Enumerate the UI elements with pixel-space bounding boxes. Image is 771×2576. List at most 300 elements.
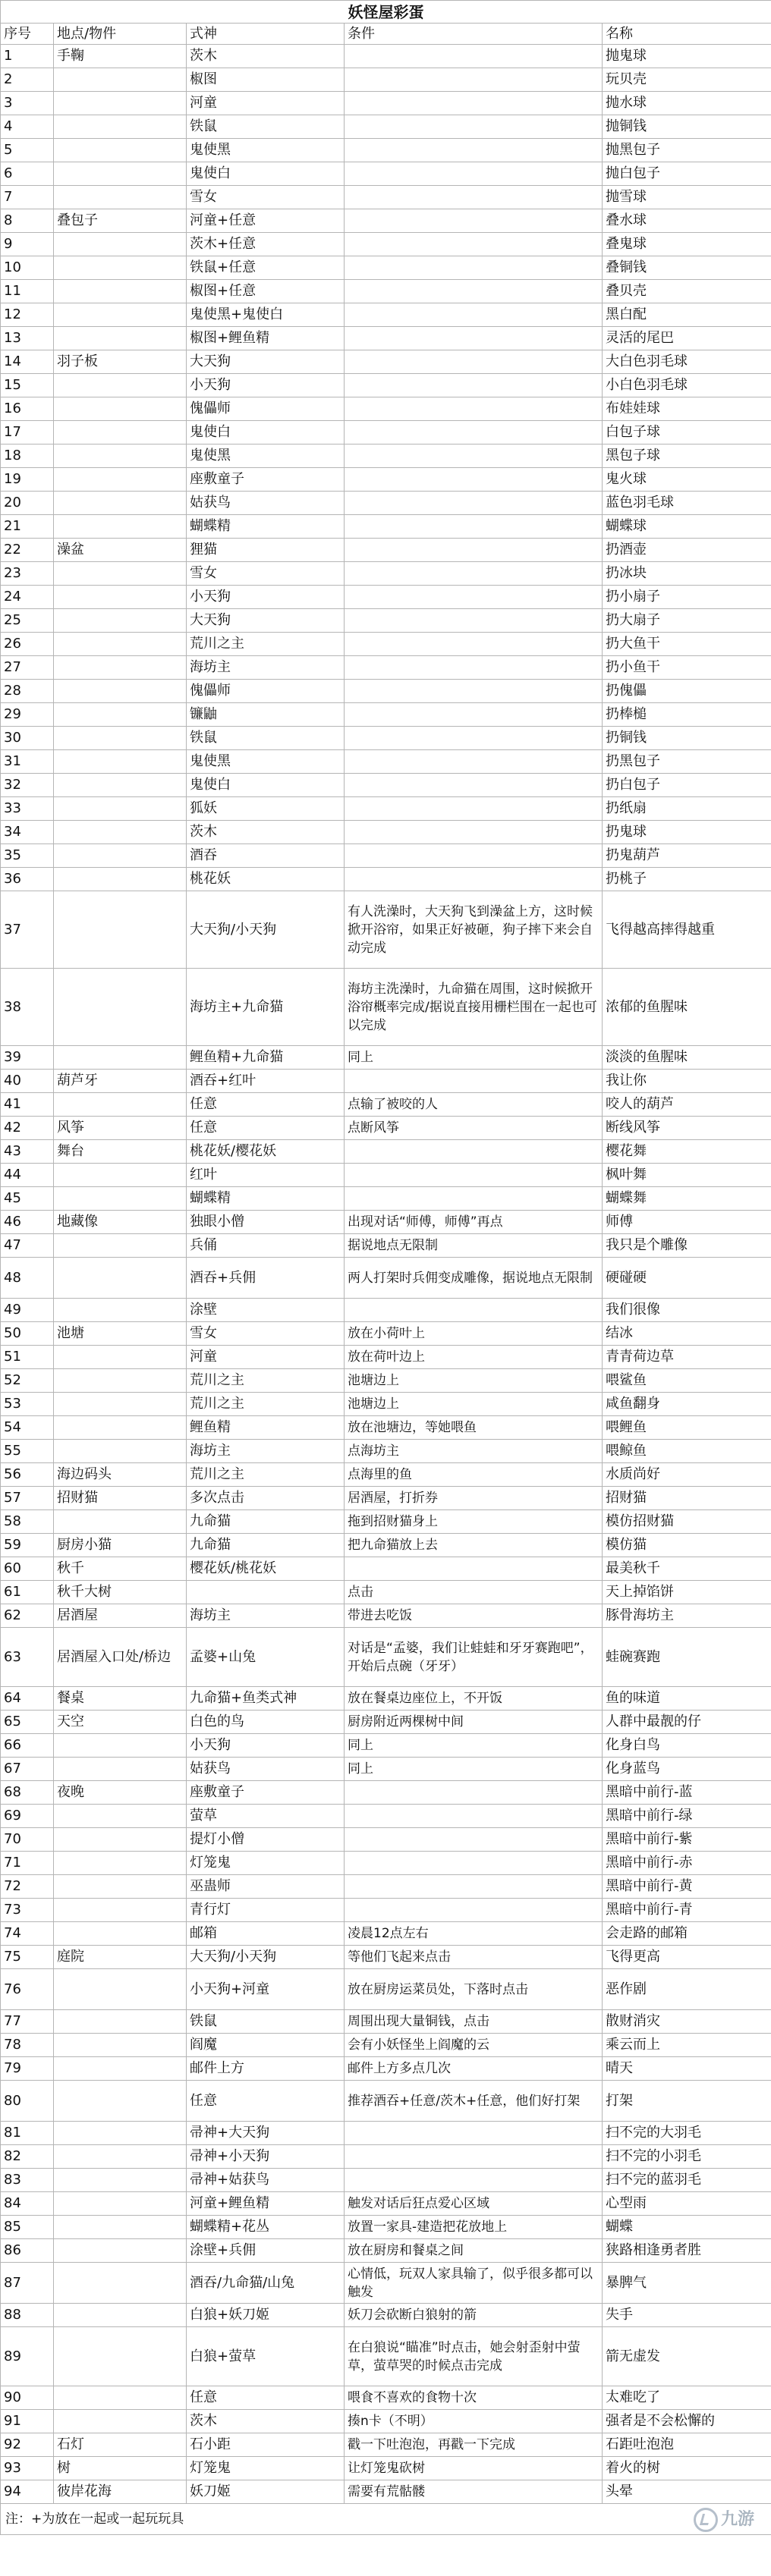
cell-condition: 心情低，玩双人家具输了，似乎很多都可以触发 <box>345 2263 603 2304</box>
cell-no: 21 <box>1 515 54 539</box>
table-row <box>1 2145 771 2169</box>
table-row <box>1 2327 771 2386</box>
cell-place: 池塘 <box>54 1322 187 1346</box>
cell-shikigami: 酒吞+红叶 <box>187 1070 345 1093</box>
cell-name: 水质尚好 <box>603 1463 771 1487</box>
cell-no: 62 <box>1 1604 54 1628</box>
cell-shikigami: 提灯小僧 <box>187 1828 345 1852</box>
watermark-logo <box>694 2506 754 2532</box>
cell-no: 77 <box>1 2010 54 2034</box>
cell-no: 45 <box>1 1187 54 1211</box>
cell-name: 咸鱼翻身 <box>603 1393 771 1416</box>
table-row <box>1 233 771 256</box>
table-row <box>1 2169 771 2192</box>
table-row <box>1 1922 771 1946</box>
cell-place: 餐桌 <box>54 1687 187 1711</box>
cell-name: 飞得更高 <box>603 1946 771 1969</box>
cell-place <box>54 2122 187 2145</box>
table-row <box>1 1369 771 1393</box>
cell-no: 81 <box>1 2122 54 2145</box>
cell-no: 93 <box>1 2457 54 2480</box>
cell-name: 青青荷边草 <box>603 1346 771 1369</box>
cell-condition <box>345 633 603 656</box>
table-row <box>1 1805 771 1828</box>
cell-name: 叠鬼球 <box>603 233 771 256</box>
table-row <box>1 45 771 68</box>
table-row <box>1 2410 771 2433</box>
cell-place: 石灯 <box>54 2433 187 2457</box>
cell-name: 石距吐泡泡 <box>603 2433 771 2457</box>
cell-name: 黑暗中前行-紫 <box>603 1828 771 1852</box>
cell-condition <box>345 609 603 633</box>
table-row <box>1 92 771 115</box>
cell-no: 27 <box>1 656 54 680</box>
table-row <box>1 421 771 445</box>
cell-condition <box>345 139 603 162</box>
cell-no: 67 <box>1 1758 54 1781</box>
cell-name: 扔铜钱 <box>603 727 771 750</box>
cell-shikigami: 九命猫 <box>187 1534 345 1557</box>
table-row <box>1 209 771 233</box>
cell-condition <box>345 515 603 539</box>
cell-shikigami: 大天狗/小天狗 <box>187 891 345 969</box>
cell-shikigami: 酒吞/九命猫/山兔 <box>187 2263 345 2304</box>
header-no: 序号 <box>1 24 54 45</box>
cell-name: 蛙碗赛跑 <box>603 1628 771 1687</box>
cell-place: 夜晚 <box>54 1781 187 1805</box>
cell-place: 树 <box>54 2457 187 2480</box>
cell-name: 箭无虚发 <box>603 2327 771 2386</box>
cell-place: 手鞠 <box>54 45 187 68</box>
cell-no: 17 <box>1 421 54 445</box>
cell-shikigami: 铁鼠 <box>187 115 345 139</box>
cell-shikigami: 河童+鲤鱼精 <box>187 2192 345 2216</box>
cell-no: 2 <box>1 68 54 92</box>
cell-no: 89 <box>1 2327 54 2386</box>
table-row <box>1 1463 771 1487</box>
cell-no: 22 <box>1 539 54 562</box>
cell-condition: 放在餐桌边座位上，不开饭 <box>345 1687 603 1711</box>
cell-place <box>54 2169 187 2192</box>
cell-shikigami: 帚神+姑获鸟 <box>187 2169 345 2192</box>
cell-no: 52 <box>1 1369 54 1393</box>
cell-shikigami: 任意 <box>187 1117 345 1140</box>
table-row <box>1 2239 771 2263</box>
cell-name: 豚骨海坊主 <box>603 1604 771 1628</box>
cell-shikigami: 九命猫+鱼类式神 <box>187 1687 345 1711</box>
cell-name: 抛水球 <box>603 92 771 115</box>
cell-condition: 海坊主洗澡时，九命猫在周围，这时候掀开浴帘概率完成/据说直接用栅栏围在一起也可以完成 <box>345 969 603 1046</box>
cell-place: 澡盆 <box>54 539 187 562</box>
cell-condition: 喂食不喜欢的食物十次 <box>345 2386 603 2410</box>
table-row <box>1 1828 771 1852</box>
cell-place <box>54 562 187 586</box>
cell-name: 枫叶舞 <box>603 1164 771 1187</box>
cell-name: 蝴蝶球 <box>603 515 771 539</box>
table-row <box>1 539 771 562</box>
logo-icon <box>694 2508 718 2532</box>
cell-condition: 等他们飞起来点击 <box>345 1946 603 1969</box>
cell-condition: 戳一下吐泡泡，再戳一下完成 <box>345 2433 603 2457</box>
cell-no: 40 <box>1 1070 54 1093</box>
cell-shikigami: 任意 <box>187 1093 345 1117</box>
cell-no: 49 <box>1 1299 54 1322</box>
cell-shikigami: 河童 <box>187 1346 345 1369</box>
table-row <box>1 1781 771 1805</box>
cell-shikigami: 帚神+小天狗 <box>187 2145 345 2169</box>
cell-no: 90 <box>1 2386 54 2410</box>
cell-condition: 池塘边上 <box>345 1393 603 1416</box>
table-row <box>1 186 771 209</box>
cell-no: 61 <box>1 1581 54 1604</box>
cell-no: 3 <box>1 92 54 115</box>
cell-shikigami: 桃花妖 <box>187 868 345 891</box>
cell-name: 最美秋千 <box>603 1557 771 1581</box>
cell-name: 喂鲸鱼 <box>603 1440 771 1463</box>
cell-condition: 同上 <box>345 1758 603 1781</box>
cell-condition: 放在池塘边，等她喂鱼 <box>345 1416 603 1440</box>
table-row <box>1 1875 771 1899</box>
cell-no: 8 <box>1 209 54 233</box>
cell-condition: 放置一家具-建造把花放地上 <box>345 2216 603 2239</box>
cell-name: 喂鲤鱼 <box>603 1416 771 1440</box>
cell-name: 抛雪球 <box>603 186 771 209</box>
cell-no: 4 <box>1 115 54 139</box>
table-row <box>1 2192 771 2216</box>
cell-no: 28 <box>1 680 54 703</box>
table-row <box>1 821 771 844</box>
cell-shikigami: 白狼+萤草 <box>187 2327 345 2386</box>
table-row <box>1 2386 771 2410</box>
cell-condition <box>345 209 603 233</box>
cell-no: 60 <box>1 1557 54 1581</box>
cell-shikigami: 白狼+妖刀姬 <box>187 2304 345 2327</box>
cell-place <box>54 868 187 891</box>
cell-name: 暴脾气 <box>603 2263 771 2304</box>
cell-name: 扔黑包子 <box>603 750 771 774</box>
table-row <box>1 1234 771 1258</box>
cell-place <box>54 609 187 633</box>
cell-shikigami: 酒吞+兵佣 <box>187 1258 345 1299</box>
table-row <box>1 1258 771 1299</box>
cell-name: 抛铜钱 <box>603 115 771 139</box>
cell-no: 75 <box>1 1946 54 1969</box>
cell-place <box>54 1093 187 1117</box>
table-row <box>1 256 771 280</box>
cell-no: 74 <box>1 1922 54 1946</box>
header-name: 名称 <box>603 24 771 45</box>
cell-condition <box>345 1299 603 1322</box>
cell-name: 飞得越高摔得越重 <box>603 891 771 969</box>
cell-place <box>54 115 187 139</box>
cell-place <box>54 2239 187 2263</box>
cell-shikigami: 椒图+鲤鱼精 <box>187 327 345 350</box>
cell-condition <box>345 2169 603 2192</box>
table-row <box>1 350 771 374</box>
cell-name: 模仿招财猫 <box>603 1510 771 1534</box>
cell-shikigami: 茨木 <box>187 45 345 68</box>
cell-name: 断线风筝 <box>603 1117 771 1140</box>
cell-no: 16 <box>1 397 54 421</box>
table-row <box>1 609 771 633</box>
cell-name: 黑暗中前行-黄 <box>603 1875 771 1899</box>
cell-no: 5 <box>1 139 54 162</box>
cell-shikigami: 铁鼠 <box>187 727 345 750</box>
note-row <box>1 2504 771 2535</box>
cell-no: 54 <box>1 1416 54 1440</box>
cell-shikigami: 荒川之主 <box>187 1463 345 1487</box>
cell-name: 鬼火球 <box>603 468 771 492</box>
cell-no: 88 <box>1 2304 54 2327</box>
table-row <box>1 1046 771 1070</box>
cell-no: 83 <box>1 2169 54 2192</box>
cell-no: 15 <box>1 374 54 397</box>
cell-place: 舞台 <box>54 1140 187 1164</box>
cell-no: 94 <box>1 2480 54 2504</box>
cell-no: 13 <box>1 327 54 350</box>
cell-shikigami: 镰鼬 <box>187 703 345 727</box>
cell-no: 37 <box>1 891 54 969</box>
cell-condition: 触发对话后狂点爱心区域 <box>345 2192 603 2216</box>
cell-name: 着火的树 <box>603 2457 771 2480</box>
cell-shikigami: 铁鼠+任意 <box>187 256 345 280</box>
cell-place <box>54 186 187 209</box>
cell-no: 25 <box>1 609 54 633</box>
cell-shikigami: 桃花妖/樱花妖 <box>187 1140 345 1164</box>
cell-condition: 凌晨12点左右 <box>345 1922 603 1946</box>
cell-place <box>54 1164 187 1187</box>
cell-condition: 需要有荒骷髅 <box>345 2480 603 2504</box>
cell-place <box>54 1875 187 1899</box>
cell-shikigami: 海坊主+九命猫 <box>187 969 345 1046</box>
table-row <box>1 868 771 891</box>
cell-name: 会走路的邮箱 <box>603 1922 771 1946</box>
table-row <box>1 1581 771 1604</box>
table-row <box>1 162 771 186</box>
cell-shikigami: 大天狗/小天狗 <box>187 1946 345 1969</box>
cell-condition <box>345 421 603 445</box>
cell-name: 恶作剧 <box>603 1969 771 2010</box>
table-row <box>1 445 771 468</box>
cell-condition <box>345 1852 603 1875</box>
cell-shikigami: 荒川之主 <box>187 1393 345 1416</box>
cell-condition: 同上 <box>345 1046 603 1070</box>
cell-place <box>54 256 187 280</box>
table-row <box>1 1534 771 1557</box>
cell-place <box>54 1416 187 1440</box>
cell-place: 厨房小猫 <box>54 1534 187 1557</box>
cell-shikigami: 帚神+大天狗 <box>187 2122 345 2145</box>
table-row <box>1 727 771 750</box>
cell-shikigami: 巫蛊师 <box>187 1875 345 1899</box>
cell-name: 我们很像 <box>603 1299 771 1322</box>
table-row <box>1 1093 771 1117</box>
cell-shikigami: 灯笼鬼 <box>187 1852 345 1875</box>
cell-place <box>54 1899 187 1922</box>
cell-name: 师傅 <box>603 1211 771 1234</box>
cell-place <box>54 2145 187 2169</box>
cell-name: 扫不完的蓝羽毛 <box>603 2169 771 2192</box>
table-row <box>1 2457 771 2480</box>
cell-condition <box>345 115 603 139</box>
cell-no: 55 <box>1 1440 54 1463</box>
cell-place <box>54 68 187 92</box>
cell-condition <box>345 1187 603 1211</box>
cell-name: 扔棒槌 <box>603 703 771 727</box>
header-shikigami: 式神 <box>187 24 345 45</box>
cell-no: 47 <box>1 1234 54 1258</box>
table-row <box>1 303 771 327</box>
cell-condition <box>345 68 603 92</box>
cell-place <box>54 397 187 421</box>
cell-place <box>54 680 187 703</box>
cell-shikigami: 白色的鸟 <box>187 1711 345 1734</box>
cell-shikigami: 鲤鱼精 <box>187 1416 345 1440</box>
cell-condition: 带进去吃饭 <box>345 1604 603 1628</box>
cell-condition <box>345 492 603 515</box>
cell-name: 蝴蝶 <box>603 2216 771 2239</box>
cell-place <box>54 2192 187 2216</box>
cell-condition <box>345 1557 603 1581</box>
table-row <box>1 115 771 139</box>
table-row <box>1 1393 771 1416</box>
cell-shikigami: 傀儡师 <box>187 680 345 703</box>
cell-place <box>54 2081 187 2122</box>
cell-place: 地藏像 <box>54 1211 187 1234</box>
cell-shikigami: 河童+任意 <box>187 209 345 233</box>
cell-condition <box>345 1070 603 1093</box>
cell-place <box>54 327 187 350</box>
cell-shikigami: 大天狗 <box>187 350 345 374</box>
cell-place: 葫芦牙 <box>54 1070 187 1093</box>
cell-condition <box>345 2122 603 2145</box>
cell-condition <box>345 774 603 797</box>
cell-shikigami: 鬼使黑+鬼使白 <box>187 303 345 327</box>
table-row <box>1 68 771 92</box>
cell-name: 结冰 <box>603 1322 771 1346</box>
cell-name: 咬人的葫芦 <box>603 1093 771 1117</box>
cell-shikigami: 蝴蝶精 <box>187 515 345 539</box>
cell-condition <box>345 797 603 821</box>
cell-name: 灵活的尾巴 <box>603 327 771 350</box>
cell-condition: 同上 <box>345 1734 603 1758</box>
table-row <box>1 774 771 797</box>
cell-shikigami: 鬼使黑 <box>187 750 345 774</box>
cell-shikigami: 涂壁+兵佣 <box>187 2239 345 2263</box>
cell-no: 72 <box>1 1875 54 1899</box>
cell-place <box>54 797 187 821</box>
cell-no: 34 <box>1 821 54 844</box>
table-row <box>1 1346 771 1369</box>
cell-no: 32 <box>1 774 54 797</box>
cell-name: 黑白配 <box>603 303 771 327</box>
table-row <box>1 1070 771 1093</box>
cell-condition: 周围出现大量铜钱，点击 <box>345 2010 603 2034</box>
cell-name: 扔鬼葫芦 <box>603 844 771 868</box>
cell-no: 6 <box>1 162 54 186</box>
cell-name: 扔白包子 <box>603 774 771 797</box>
cell-name: 扔小扇子 <box>603 586 771 609</box>
cell-place: 秋千 <box>54 1557 187 1581</box>
cell-shikigami: 荒川之主 <box>187 1369 345 1393</box>
table-row <box>1 2433 771 2457</box>
table-row <box>1 586 771 609</box>
table-row <box>1 1299 771 1322</box>
cell-condition: 点断风筝 <box>345 1117 603 1140</box>
cell-shikigami: 鬼使白 <box>187 162 345 186</box>
cell-condition: 池塘边上 <box>345 1369 603 1393</box>
cell-condition: 揍n卡（不明） <box>345 2410 603 2433</box>
cell-no: 44 <box>1 1164 54 1187</box>
header-condition: 条件 <box>345 24 603 45</box>
cell-name: 抛白包子 <box>603 162 771 186</box>
cell-place <box>54 92 187 115</box>
cell-no: 46 <box>1 1211 54 1234</box>
cell-shikigami: 座敷童子 <box>187 468 345 492</box>
table-row <box>1 2216 771 2239</box>
table-row <box>1 1187 771 1211</box>
cell-shikigami: 孟婆+山兔 <box>187 1628 345 1687</box>
cell-name: 喂鲨鱼 <box>603 1369 771 1393</box>
cell-no: 48 <box>1 1258 54 1299</box>
cell-condition: 点海坊主 <box>345 1440 603 1463</box>
cell-shikigami: 邮件上方 <box>187 2057 345 2081</box>
table-row <box>1 1711 771 1734</box>
cell-no: 50 <box>1 1322 54 1346</box>
cell-place <box>54 1510 187 1534</box>
cell-shikigami: 鲤鱼精+九命猫 <box>187 1046 345 1070</box>
cell-shikigami: 酒吞 <box>187 844 345 868</box>
cell-shikigami: 蝴蝶精+花丛 <box>187 2216 345 2239</box>
cell-condition <box>345 727 603 750</box>
cell-place <box>54 1187 187 1211</box>
table-row <box>1 1899 771 1922</box>
header-row <box>1 24 771 45</box>
cell-condition <box>345 1875 603 1899</box>
cell-name: 蓝色羽毛球 <box>603 492 771 515</box>
cell-place <box>54 1852 187 1875</box>
cell-condition: 放在小荷叶上 <box>345 1322 603 1346</box>
table-row <box>1 2304 771 2327</box>
cell-condition <box>345 1805 603 1828</box>
cell-no: 39 <box>1 1046 54 1070</box>
cell-place <box>54 1046 187 1070</box>
table-row <box>1 1211 771 1234</box>
cell-name: 我让你 <box>603 1070 771 1093</box>
cell-name: 天上掉馅饼 <box>603 1581 771 1604</box>
cell-name: 鱼的味道 <box>603 1687 771 1711</box>
cell-name: 散财消灾 <box>603 2010 771 2034</box>
table-row <box>1 2057 771 2081</box>
header-place: 地点/物件 <box>54 24 187 45</box>
cell-no: 92 <box>1 2433 54 2457</box>
cell-no: 12 <box>1 303 54 327</box>
cell-place <box>54 2327 187 2386</box>
cell-shikigami: 小天狗 <box>187 586 345 609</box>
cell-name: 樱花舞 <box>603 1140 771 1164</box>
cell-name: 晴天 <box>603 2057 771 2081</box>
cell-condition: 据说地点无限制 <box>345 1234 603 1258</box>
cell-shikigami: 蝴蝶精 <box>187 1187 345 1211</box>
cell-condition <box>345 703 603 727</box>
table-row <box>1 1628 771 1687</box>
cell-place: 叠包子 <box>54 209 187 233</box>
cell-shikigami: 椒图 <box>187 68 345 92</box>
cell-no: 82 <box>1 2145 54 2169</box>
cell-no: 30 <box>1 727 54 750</box>
cell-shikigami: 涂壁 <box>187 1299 345 1322</box>
cell-name: 狭路相逢勇者胜 <box>603 2239 771 2263</box>
